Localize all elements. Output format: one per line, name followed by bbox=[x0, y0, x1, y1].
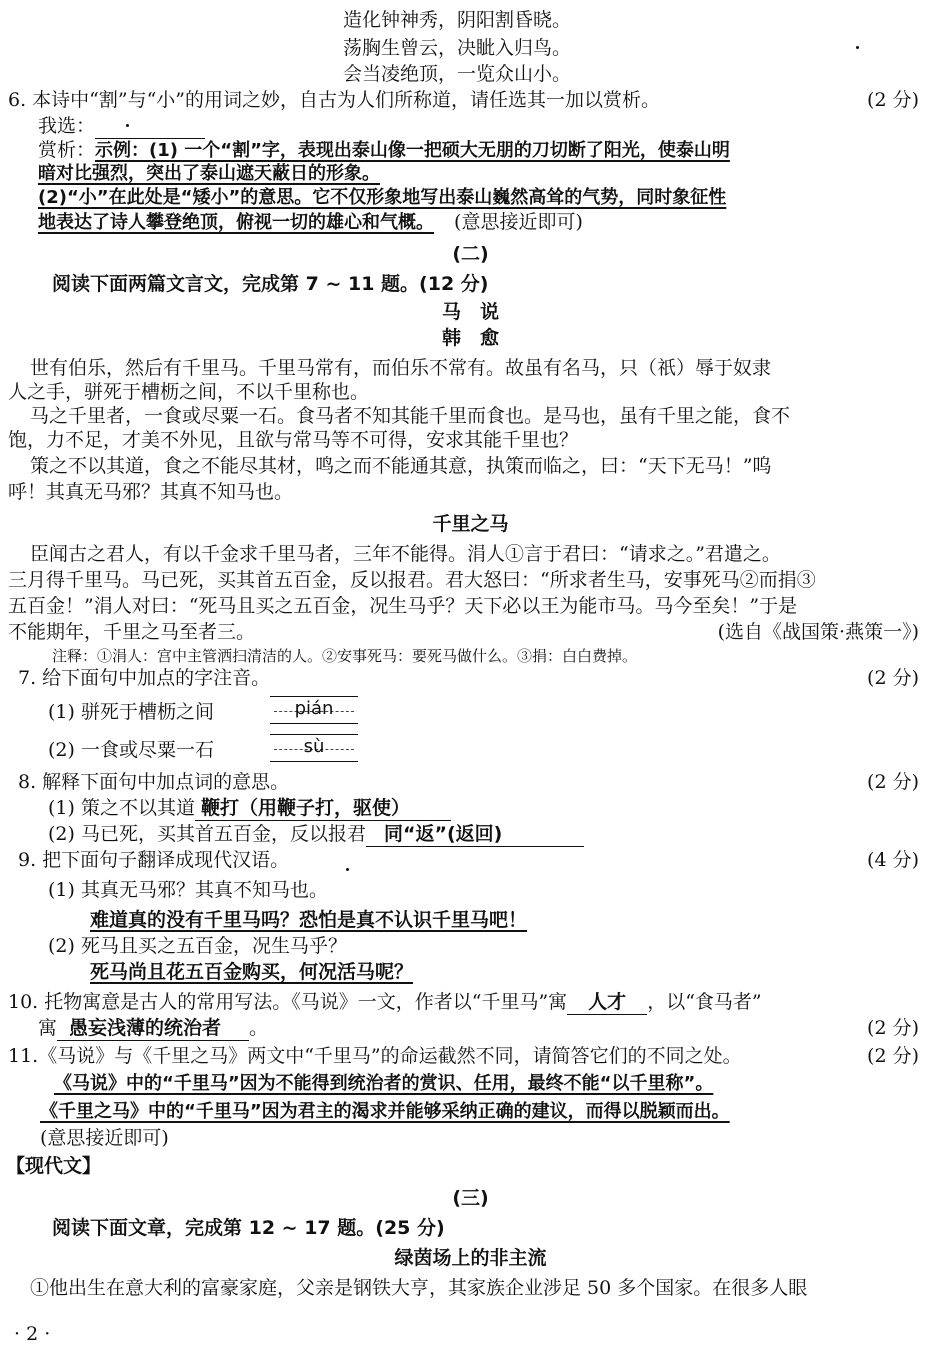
q8-item-1: (1) 策之不以其道 bbox=[48, 797, 195, 819]
q6-choose-label: 我选： bbox=[38, 114, 205, 139]
text1-line-4: 饱，力不足，才美不外见，且欲与常马等不可得，安求其能千里也？ bbox=[8, 429, 579, 451]
emphasis-dot bbox=[126, 124, 129, 127]
text2-notes: 注释：①涓人：宫中主管洒扫清洁的人。②安事死马：要死马做什么。③捐：白白费掉。 bbox=[52, 647, 638, 665]
q8-answer-1: 鞭打（用鞭子打，驱使） bbox=[195, 796, 451, 821]
q10-answer-2: 愚妄浅薄的统治者 bbox=[57, 1016, 249, 1041]
emphasis-dot bbox=[856, 46, 859, 49]
q11-question: 11.《马说》与《千里之马》两文中“千里马”的命运截然不同，请简答它们的不同之处。 bbox=[8, 1045, 742, 1067]
q8-question: 8. 解释下面句中加点词的意思。 bbox=[18, 771, 290, 793]
q7-answer-1: pián bbox=[294, 698, 334, 719]
q11-answer-2: 《千里之马》中的“千里马”因为君主的渴求并能够采纳正确的建议，而得以脱颖而出。 bbox=[40, 1101, 730, 1122]
section3-header: (三) bbox=[452, 1187, 489, 1209]
q9-question: 9. 把下面句子翻译成现代汉语。 bbox=[18, 849, 290, 871]
q6-score: (2 分) bbox=[867, 89, 919, 111]
q7-question: 7. 给下面句中加点的字注音。 bbox=[18, 667, 271, 689]
text2-line-1: 臣闻古之君人，有以千金求千里马者，三年不能得。涓人①言于君曰：“请求之。”君遣之。 bbox=[30, 543, 781, 565]
q11-note: (意思接近即可) bbox=[40, 1127, 169, 1149]
q7-answer-2-box bbox=[270, 734, 358, 762]
emphasis-dot bbox=[346, 868, 349, 871]
q8-item-2: (2) 马已死，买其首五百金，反以报君 bbox=[48, 823, 366, 845]
q6-answer-line-4: 地表达了诗人攀登绝顶，俯视一切的雄心和气概。 bbox=[38, 212, 434, 233]
text1-title: 马 说 bbox=[441, 301, 499, 323]
text1-line-1: 世有伯乐，然后有千里马。千里马常有，而伯乐不常有。故虽有名马，只（祇）辱于奴隶 bbox=[30, 357, 772, 379]
q10-row-1 bbox=[8, 990, 762, 1015]
q6-answer-line-1: 示例：(1) 一个“割”字，表现出泰山像一把硕大无朋的刀切断了阳光，使泰山明 bbox=[95, 140, 730, 161]
text2-line-4: 不能期年，千里之马至者三。 bbox=[8, 621, 256, 643]
poem-line-3: 会当凌绝顶，一览众山小。 bbox=[343, 63, 572, 85]
q6-answer-line-3: (2)“小”在此处是“矮小”的意思。它不仅形象地写出泰山巍然高耸的气势，同时象征性 bbox=[38, 187, 727, 208]
q10-part-4: 。 bbox=[249, 1017, 269, 1039]
q11-answer-1: 《马说》中的“千里马”因为不能得到统治者的赏识、任用，最终不能“以千里称”。 bbox=[54, 1073, 714, 1094]
section3-instruction: 阅读下面文章，完成第 12 ~ 17 题。(25 分) bbox=[52, 1217, 445, 1239]
q10-answer-1: 人才 bbox=[567, 990, 647, 1015]
q6-analysis-label: 赏析： bbox=[38, 139, 96, 161]
text2-line-2: 三月得千里马。马已死，买其首五百金，反以报君。君大怒曰：“所求者生马，安事死马②而捐③ bbox=[8, 569, 816, 591]
text1-line-6: 呼！其真无马邪？其真不知马也。 bbox=[8, 481, 294, 503]
modern-label: 【现代文】 bbox=[6, 1155, 102, 1177]
q7-score: (2 分) bbox=[867, 667, 919, 689]
q8-score: (2 分) bbox=[867, 771, 919, 793]
q7-answer-2: sù bbox=[303, 736, 325, 757]
article-paragraph-1: ①他出生在意大利的富豪家庭，父亲是钢铁大亨，其家族企业涉足 50 多个国家。在很多人眼 bbox=[30, 1277, 808, 1299]
q6-answer-line-2: 暗对比强烈，突出了泰山遮天蔽日的形象。 bbox=[38, 163, 380, 184]
text1-line-2: 人之手，骈死于槽枥之间，不以千里称也。 bbox=[8, 381, 370, 403]
text1-author: 韩 愈 bbox=[441, 327, 499, 349]
q9-item-1: (1) 其真无马邪？其真不知马也。 bbox=[48, 879, 328, 901]
q6-answer-row-4 bbox=[38, 210, 583, 235]
q7-item-2: (2) 一食或尽粟一石 bbox=[48, 739, 214, 761]
text1-line-3: 马之千里者，一食或尽粟一石。食马者不知其能千里而食也。是马也，虽有千里之能，食不 bbox=[30, 405, 791, 427]
q9-answer-2: 死马尚且花五百金购买，何况活马呢？ bbox=[90, 961, 414, 983]
section2-instruction: 阅读下面两篇文言文，完成第 7 ~ 11 题。(12 分) bbox=[52, 273, 489, 295]
poem-line-1: 造化钟神秀，阴阳割昏晓。 bbox=[343, 9, 572, 31]
q9-answer-1: 难道真的没有千里马吗？恐怕是真不认识千里马吧！ bbox=[90, 909, 528, 931]
q8-answer-2: 同“返”(返回) bbox=[366, 822, 584, 847]
text2-title: 千里之马 bbox=[432, 513, 509, 535]
text1-line-5: 策之不以其道，食之不能尽其材，鸣之而不能通其意，执策而临之，曰：“天下无马！”呜 bbox=[30, 455, 772, 477]
q10-part-1: 10. 托物寓意是古人的常用写法。《马说》一文，作者以“千里马”寓 bbox=[8, 991, 568, 1013]
text2-line-3: 五百金！”涓人对曰：“死马且买之五百金，况生马乎？天下必以王为能市马。马今至矣！”于是 bbox=[8, 595, 798, 617]
q8-row-2 bbox=[48, 822, 584, 847]
q10-part-3: 寓 bbox=[38, 1017, 58, 1039]
q9-score: (4 分) bbox=[867, 849, 919, 871]
q6-question: 6. 本诗中“割”与“小”的用词之妙，自古为人们所称道，请任选其一加以赏析。 bbox=[8, 89, 661, 111]
q6-answer-note: (意思接近即可) bbox=[454, 211, 583, 233]
q9-item-2: (2) 死马且买之五百金，况生马乎？ bbox=[48, 935, 347, 957]
q10-row-2 bbox=[38, 1016, 268, 1041]
q7-answer-1-box bbox=[270, 696, 358, 724]
article-title: 绿茵场上的非主流 bbox=[394, 1247, 547, 1269]
section2-header: (二) bbox=[452, 243, 489, 265]
q6-analysis-row bbox=[38, 138, 730, 163]
q6-choose-blank bbox=[95, 114, 205, 139]
q10-score: (2 分) bbox=[867, 1017, 919, 1039]
q10-part-2: ，以“食马者” bbox=[647, 991, 762, 1013]
text2-source: (选自《战国策·燕策一》) bbox=[717, 621, 919, 643]
q8-row-1 bbox=[48, 796, 451, 821]
poem-line-2: 荡胸生曾云，决眦入归鸟。 bbox=[343, 37, 572, 59]
q7-item-1: (1) 骈死于槽枥之间 bbox=[48, 701, 214, 723]
page-number: · 2 · bbox=[14, 1323, 51, 1345]
q11-score: (2 分) bbox=[867, 1045, 919, 1067]
